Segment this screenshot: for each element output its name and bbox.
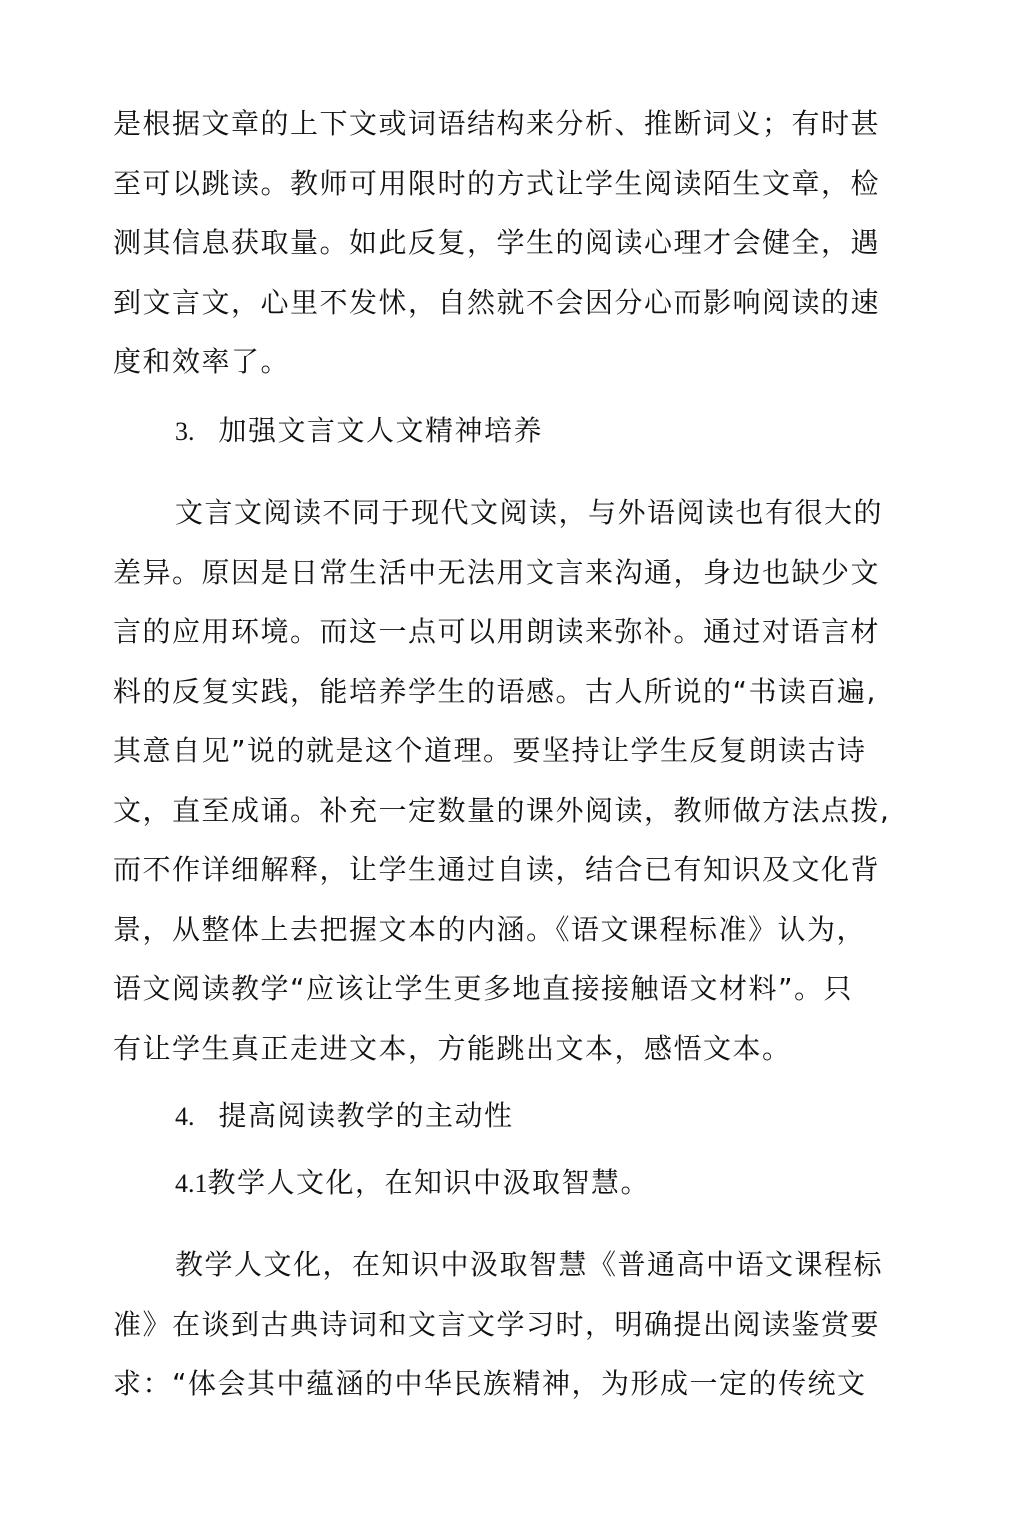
section-heading-4: [175, 1096, 514, 1137]
subsection-heading-4-1: [175, 1163, 650, 1204]
paragraph-1-line-5: 度和效率了。: [113, 345, 291, 378]
paragraph-1-line-1: 是根据文章的上下文或词语结构来分析、推断词义；有时甚: [113, 107, 881, 140]
section-title: 提高阅读教学的主动性: [218, 1099, 514, 1132]
paragraph-1-line-4: 到文言文，心里不发怵，自然就不会因分心而影响阅读的速: [113, 286, 881, 319]
paragraph-3-line-2: 准》在谈到古典诗词和文言文学习时，明确提出阅读鉴赏要: [113, 1308, 881, 1341]
section-heading-3: [175, 411, 543, 452]
paragraph-3-line-3: 求：“体会其中蕴涵的中华民族精神，为形成一定的传统文: [113, 1367, 867, 1400]
paragraph-2-line-10: 有让学生真正走进文本，方能跳出文本，感悟文本。: [113, 1032, 792, 1065]
paragraph-2-line-2: 差异。原因是日常生活中无法用文言来沟通，身边也缺少文: [113, 556, 881, 589]
section-number: 4.: [175, 1102, 195, 1131]
paragraph-1-line-3: 测其信息获取量。如此反复，学生的阅读心理才会健全，遇: [113, 226, 881, 259]
paragraph-2-line-7: 而不作详细解释，让学生通过自读，结合已有知识及文化背: [113, 853, 881, 886]
paragraph-3-line-1: 教学人文化，在知识中汲取智慧《普通高中语文课程标: [175, 1248, 884, 1281]
paragraph-2-line-6: 文，直至成诵。补充一定数量的课外阅读，教师做方法点拨,: [113, 794, 891, 827]
paragraph-2-line-9: 语文阅读教学“应该让学生更多地直接接触语文材料”。只: [113, 972, 854, 1005]
paragraph-2-line-5: 其意自见”说的就是这个道理。要坚持让学生反复朗读古诗: [113, 734, 867, 767]
paragraph-2-line-3: 言的应用环境。而这一点可以用朗读来弥补。通过对语言材: [113, 615, 881, 648]
paragraph-2-line-1: 文言文阅读不同于现代文阅读，与外语阅读也有很大的: [175, 496, 884, 529]
paragraph-1-line-2: 至可以跳读。教师可用限时的方式让学生阅读陌生文章，检: [113, 167, 881, 200]
paragraph-2-line-8: 景，从整体上去把握文本的内涵。《语文课程标准》认为，: [113, 913, 867, 946]
subsection-number: 4.1: [175, 1169, 208, 1198]
subsection-title: 教学人文化，在知识中汲取智慧。: [207, 1166, 651, 1199]
section-title: 加强文言文人文精神培养: [218, 414, 544, 447]
paragraph-2-line-4: 料的反复实践，能培养学生的语感。古人所说的“书读百遍,: [113, 675, 877, 708]
section-number: 3.: [175, 417, 195, 446]
